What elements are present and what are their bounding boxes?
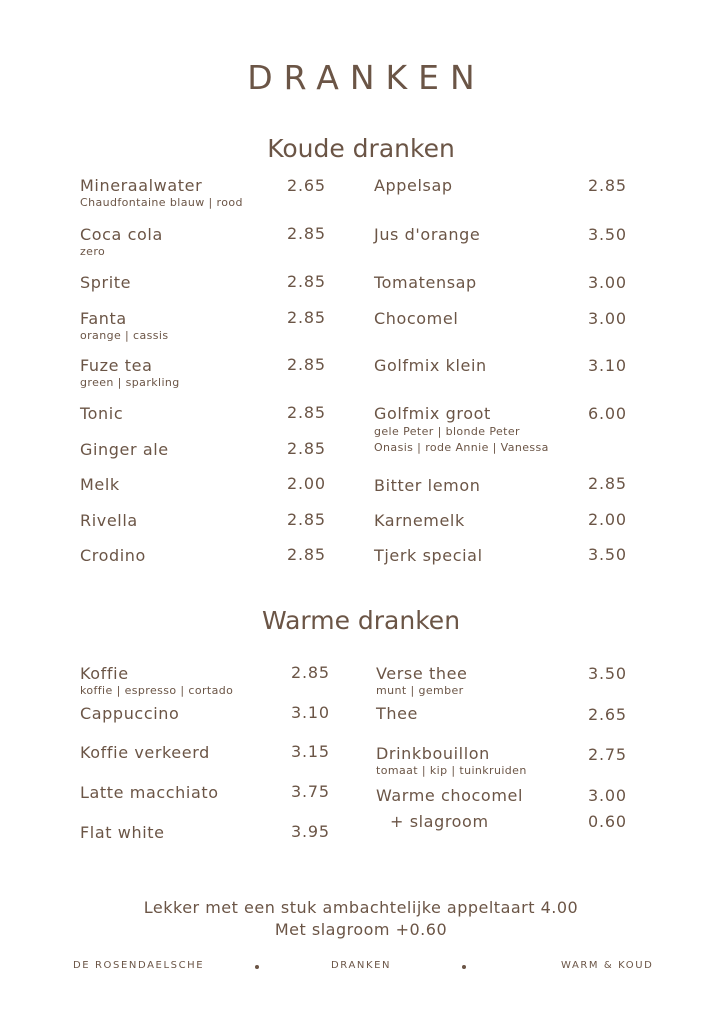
item-name: Drinkbouillon: [376, 744, 490, 763]
item-description: gele Peter | blonde Peter: [374, 425, 520, 438]
item-name: Rivella: [80, 511, 138, 530]
whipped-cream-note: Met slagroom +0.60: [274, 920, 448, 939]
item-name: Ginger ale: [80, 440, 169, 459]
menu-item: [80, 225, 163, 259]
menu-item: [80, 440, 169, 459]
item-name: Coca cola: [80, 225, 163, 244]
item-name: Fuze tea: [80, 356, 153, 375]
menu-item: [374, 404, 549, 455]
menu-item: [374, 511, 465, 530]
item-name: Tonic: [80, 404, 124, 423]
item-price: 3.15: [291, 742, 330, 761]
menu-item: [374, 225, 480, 244]
item-name: Flat white: [80, 823, 165, 842]
menu-item: [80, 783, 219, 802]
menu-item: [374, 356, 487, 375]
menu-item: [80, 356, 180, 390]
item-name: Koffie: [80, 664, 129, 683]
item-price: 2.85: [588, 176, 627, 195]
item-price: 3.00: [588, 309, 627, 328]
item-price: 2.85: [287, 510, 326, 529]
menu-item: [374, 476, 480, 495]
footer-section: DRANKEN: [331, 960, 392, 971]
item-name: Koffie verkeerd: [80, 743, 210, 762]
page-title: DRANKEN: [247, 58, 486, 97]
item-price: 3.10: [291, 703, 330, 722]
item-description: Onasis | rode Annie | Vanessa: [374, 441, 549, 454]
menu-item: [374, 546, 483, 565]
item-price: 3.00: [588, 273, 627, 292]
item-price: 2.85: [291, 663, 330, 682]
item-name: Chocomel: [374, 309, 459, 328]
item-price: 2.85: [287, 355, 326, 374]
item-price: 2.85: [287, 272, 326, 291]
item-price: 2.85: [287, 308, 326, 327]
item-description: munt | gember: [376, 684, 464, 697]
item-description: tomaat | kip | tuinkruiden: [376, 764, 527, 777]
menu-item: [80, 309, 168, 343]
separator-dot-icon: [462, 965, 466, 969]
item-name: Mineraalwater: [80, 176, 203, 195]
menu-item: [80, 511, 138, 530]
menu-item: [374, 273, 477, 292]
footer-brand: DE ROSENDAELSCHE: [73, 960, 205, 971]
item-price: 6.00: [588, 404, 627, 423]
menu-item: [80, 664, 233, 698]
item-name: Melk: [80, 475, 120, 494]
menu-item: [80, 176, 243, 210]
item-name: Tomatensap: [374, 273, 477, 292]
apple-pie-note: Lekker met een stuk ambachtelijke appeltaart 4.00: [143, 898, 579, 917]
item-name: Tjerk special: [374, 546, 483, 565]
item-name: Warme chocomel: [376, 786, 524, 805]
item-name: + slagroom: [390, 812, 489, 831]
item-name: Thee: [376, 704, 419, 723]
separator-dot-icon: [255, 965, 259, 969]
warm-drinks-heading: Warme dranken: [261, 606, 461, 635]
item-description: zero: [80, 245, 106, 258]
item-price: 2.00: [287, 474, 326, 493]
item-price: 2.85: [588, 474, 627, 493]
item-price: 3.50: [588, 664, 627, 683]
item-price: 2.75: [588, 745, 627, 764]
item-price: 3.50: [588, 225, 627, 244]
item-name: Golfmix klein: [374, 356, 487, 375]
item-price: 3.75: [291, 782, 330, 801]
menu-item: [376, 704, 418, 723]
menu-item: [80, 704, 179, 723]
item-description: koffie | espresso | cortado: [80, 684, 234, 697]
item-name: Golfmix groot: [374, 404, 491, 423]
item-price: 3.50: [588, 545, 627, 564]
item-price: 3.10: [588, 356, 627, 375]
item-name: Fanta: [80, 309, 127, 328]
menu-item: [376, 744, 527, 778]
item-price: 0.60: [588, 812, 627, 831]
menu-item: [376, 786, 523, 805]
item-name: Latte macchiato: [80, 783, 219, 802]
item-name: Cappuccino: [80, 704, 180, 723]
menu-item: [80, 546, 146, 565]
item-price: 2.85: [287, 224, 326, 243]
menu-item: [80, 404, 123, 423]
menu-item: [80, 823, 165, 842]
menu-item: [390, 812, 489, 831]
item-price: 2.85: [287, 439, 326, 458]
item-description: Chaudfontaine blauw | rood: [80, 196, 243, 209]
footer-tagline: WARM & KOUD: [561, 960, 654, 971]
menu-item: [80, 743, 210, 762]
menu-item: [80, 273, 131, 292]
menu-item: [374, 176, 453, 195]
item-name: Sprite: [80, 273, 132, 292]
item-description: orange | cassis: [80, 329, 169, 342]
item-description: green | sparkling: [80, 376, 180, 389]
item-name: Jus d'orange: [374, 225, 481, 244]
item-price: 2.65: [287, 176, 326, 195]
menu-item: [374, 309, 458, 328]
item-name: Appelsap: [374, 176, 453, 195]
item-price: 2.00: [588, 510, 627, 529]
item-price: 3.00: [588, 786, 627, 805]
cold-drinks-heading: Koude dranken: [267, 134, 455, 163]
item-name: Crodino: [80, 546, 146, 565]
item-price: 3.95: [291, 822, 330, 841]
item-price: 2.65: [588, 705, 627, 724]
item-name: Bitter lemon: [374, 476, 481, 495]
item-price: 2.85: [287, 545, 326, 564]
menu-item: [376, 664, 468, 698]
item-price: 2.85: [287, 403, 326, 422]
item-name: Karnemelk: [374, 511, 465, 530]
menu-item: [80, 475, 120, 494]
item-name: Verse thee: [376, 664, 468, 683]
